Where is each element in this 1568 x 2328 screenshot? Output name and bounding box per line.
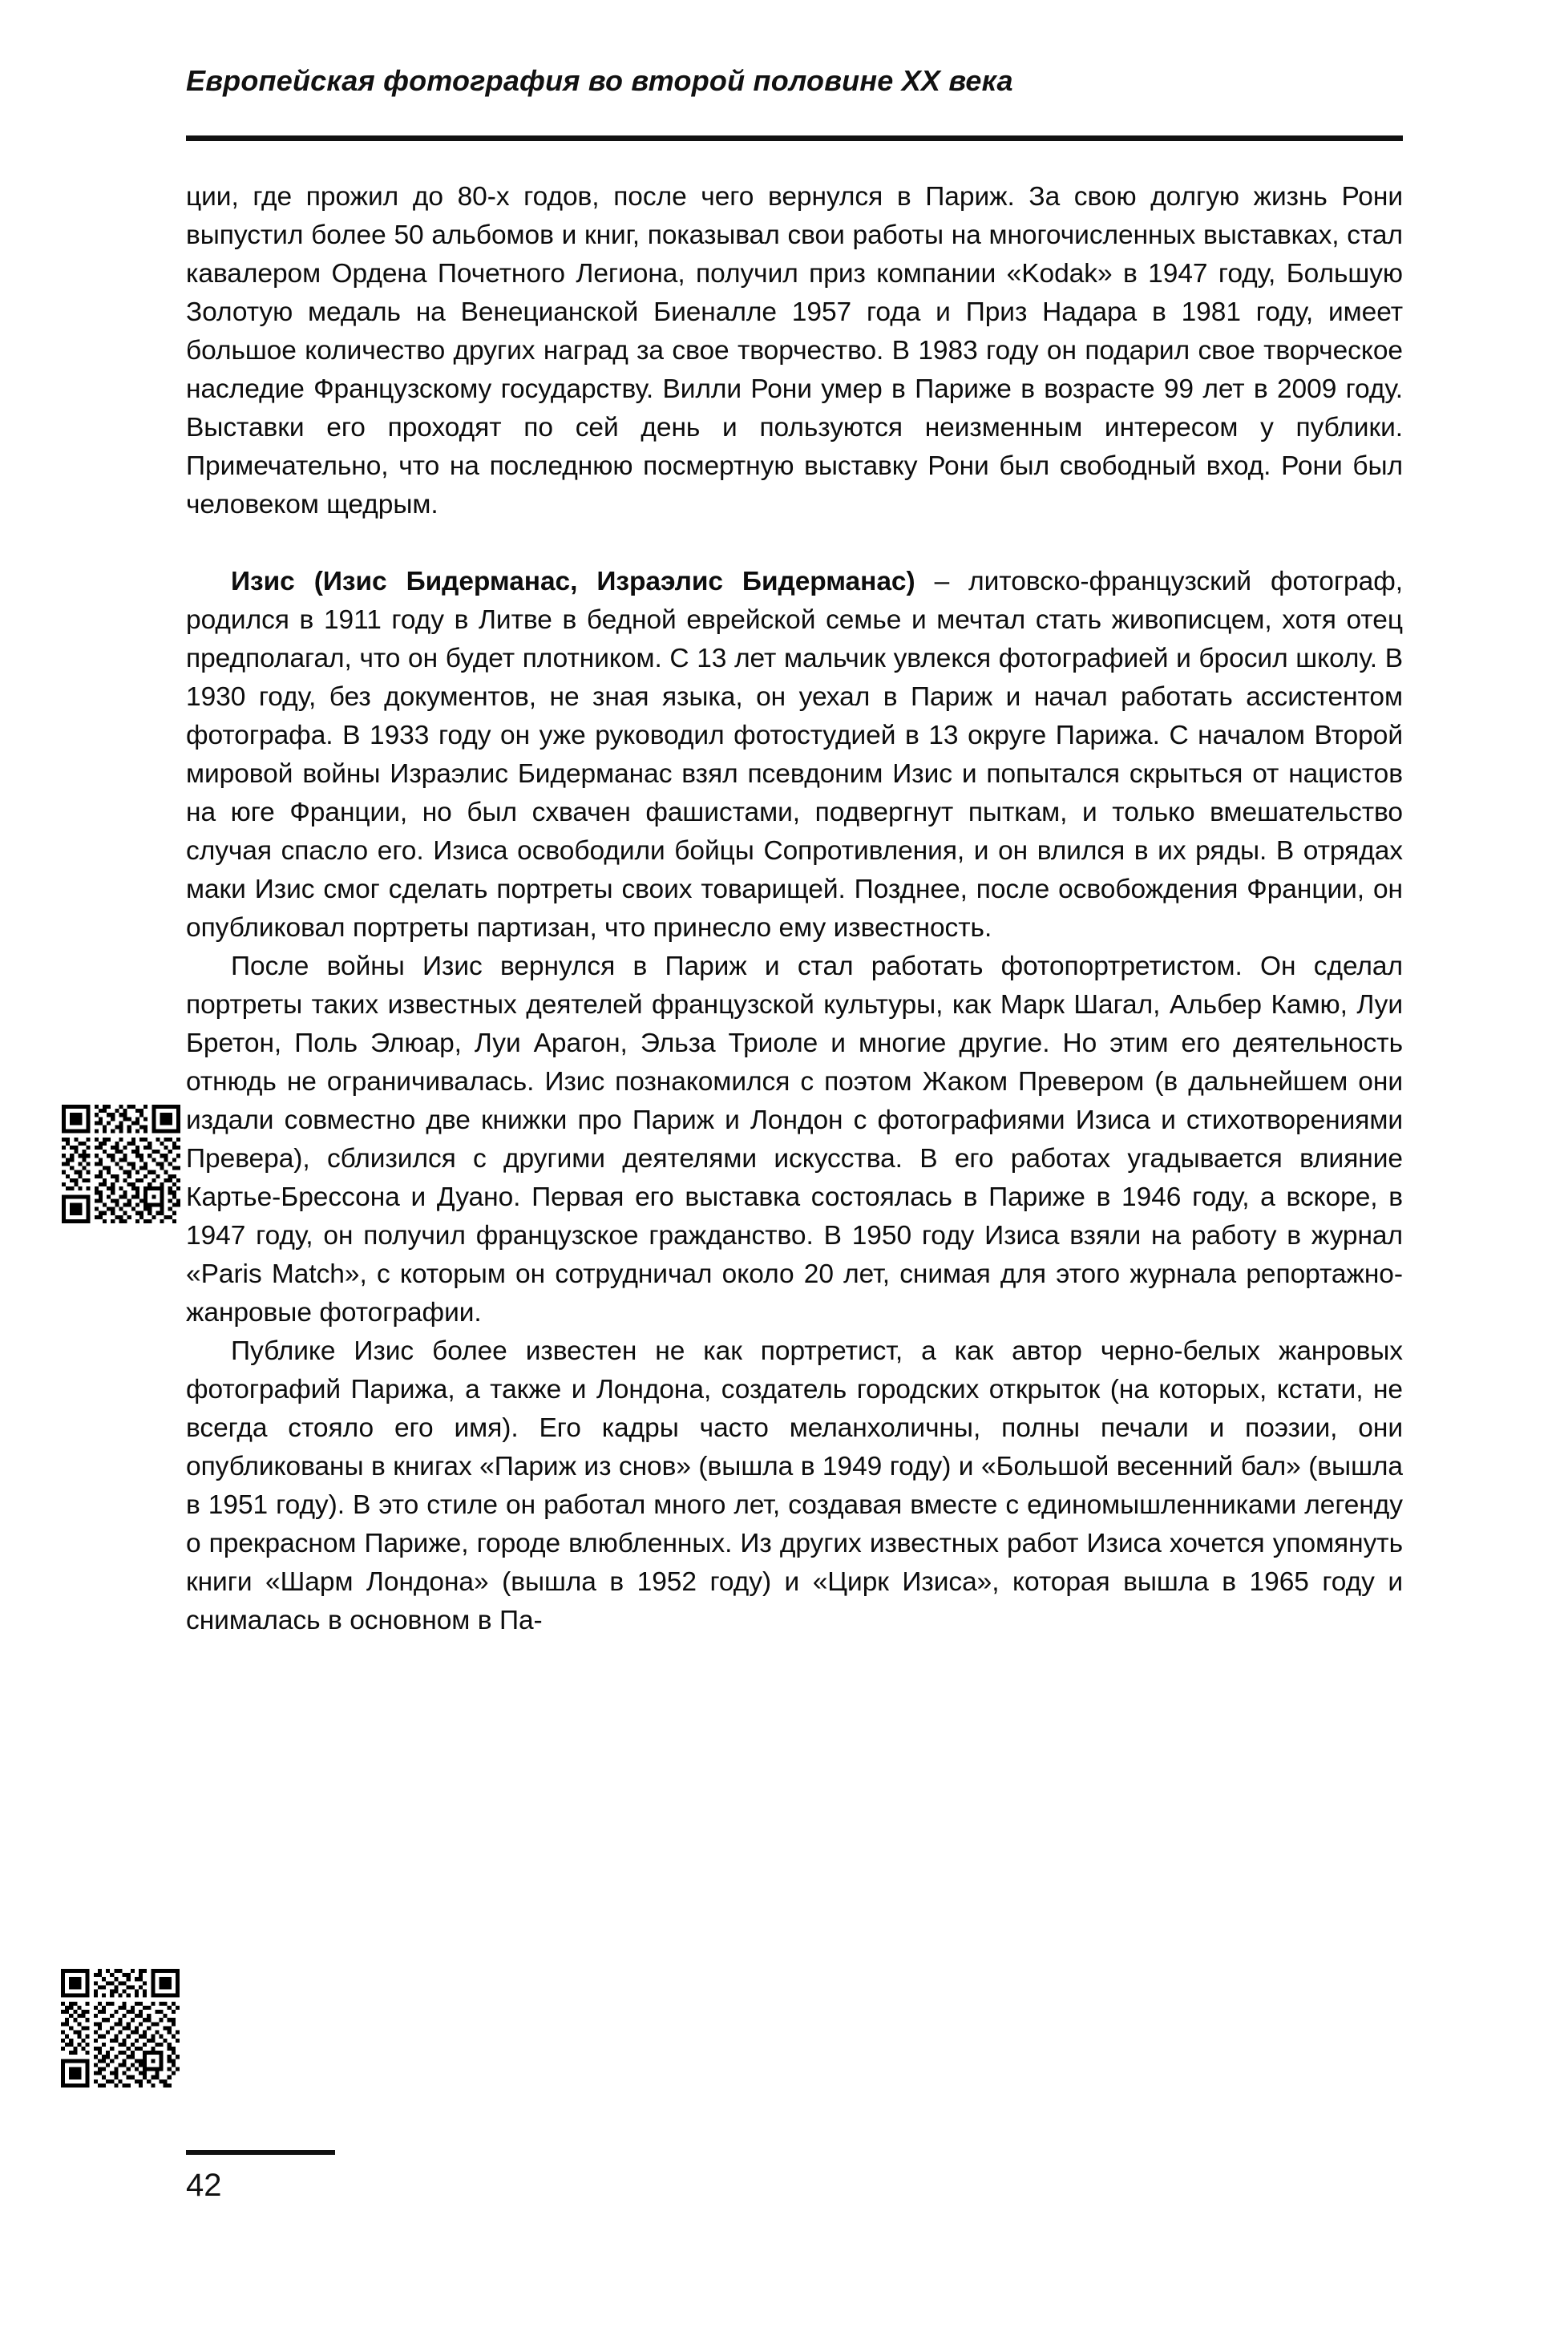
paragraph-1: ции, где прожил до 80-х годов, после чего вернулся в Париж. За свою долгую жизнь Рони выпустил более 50 альбомов и книг, показывал свои работы на многочисленных выставках, стал кавалером Ордена Почетного Легиона, получил приз компании «Kodak» в 1947 году, Большую Золотую медаль на Венецианской Биеналле 1957 года и Приз Надара в 1981 году, имеет большое количество других наград за свое творчество. В 1983 году он подарил свое творческое наследие Французскому государству. Вилли Рони умер в Париже в возрасте 99 лет в 2009 году. Выставки его проходят по сей день и пользуются неизменным интересом у публики. Примечательно, что на последнюю посмертную выставку Рони был свободный вход. Рони был человеком щедрым. xyxy=(186,182,1403,519)
qr-code-icon xyxy=(62,1105,180,1223)
text-column xyxy=(186,178,1403,1640)
running-head: Европейская фотография во второй половине XX века xyxy=(186,64,1013,97)
paragraph-2 xyxy=(186,563,1403,948)
paragraph-2-body: – литовско-французский фотограф, родился в 1911 году в Литве в бедной еврейской семье и мечтал стать живописцем, хотя отец предполагал, что он будет плотником. С 13 лет мальчик увлекся фотографией и бросил школу. В 1930 году, без документов, не зная языка, он уехал в Париж и начал работать ассистентом фотографа. В 1933 году он уже руководил фотостудией в 13 округе Парижа. С началом Второй мировой войны Израэлис Бидерманас взял псевдоним Изис и попытался скрыться от нацистов на юге Франции, но был схвачен фашистами, подвергнут пыткам, и только вмешательство случая спасло его. Изиса освободили бойцы Сопротивления, и он влился в их ряды. В отрядах маки Изис смог сделать портреты своих товарищей. Позднее, после освобождения Франции, он опубликовал портреты партизан, что принесло ему известность. xyxy=(186,567,1403,943)
paragraph-4: Публике Изис более известен не как портретист, а как автор черно-белых жанровых фотографий Парижа, а также и Лондона, создатель городских открыток (на которых, кстати, не всегда стояло его имя). Его кадры часто меланхоличны, полны печали и поэзии, они опубликованы в книгах «Париж из снов» (вышла в 1949 году) и «Большой весенний бал» (вышла в 1951 году). В это стиле он работал много лет, создавая вместе с единомышленниками легенду о прекрасном Париже, городе влюбленных. Из других известных работ Изиса хочется упомянуть книги «Шарм Лондона» (вышла в 1952 году) и «Цирк Изиса», которая вышла в 1965 году и снималась в основном в Па- xyxy=(186,1336,1403,1635)
footer-rule xyxy=(186,2150,335,2155)
header-rule xyxy=(186,135,1403,141)
page-number: 42 xyxy=(186,2168,222,2203)
paragraph-2-lead-in: Изис (Изис Бидерманас, Израэлис Бидерманас) xyxy=(231,567,915,596)
paragraph-3: После войны Изис вернулся в Париж и стал работать фотопортретистом. Он сделал портреты таких известных деятелей французской культуры, как Марк Шагал, Альбер Камю, Луи Бретон, Поль Элюар, Луи Арагон, Эльза Триоле и многие другие. Но этим его деятельность отнюдь не ограничивалась. Изис познакомился с поэтом Жаком Превером (в дальнейшем они издали совместно две книжки про Париж и Лондон с фотографиями Изиса и стихотворениями Превера), сблизился с другими деятелями искусства. В его работах угадывается влияние Картье-Брессона и Дуано. Первая его выставка состоялась в Париже в 1946 году, а вскоре, в 1947 году, он получил французское гражданство. В 1950 году Изиса взяли на работу в журнал «Paris Match», с которым он сотрудничал около 20 лет, снимая для этого журнала репортажно-жанровые фотографии. xyxy=(186,952,1403,1328)
qr-code-icon xyxy=(61,1968,180,2088)
